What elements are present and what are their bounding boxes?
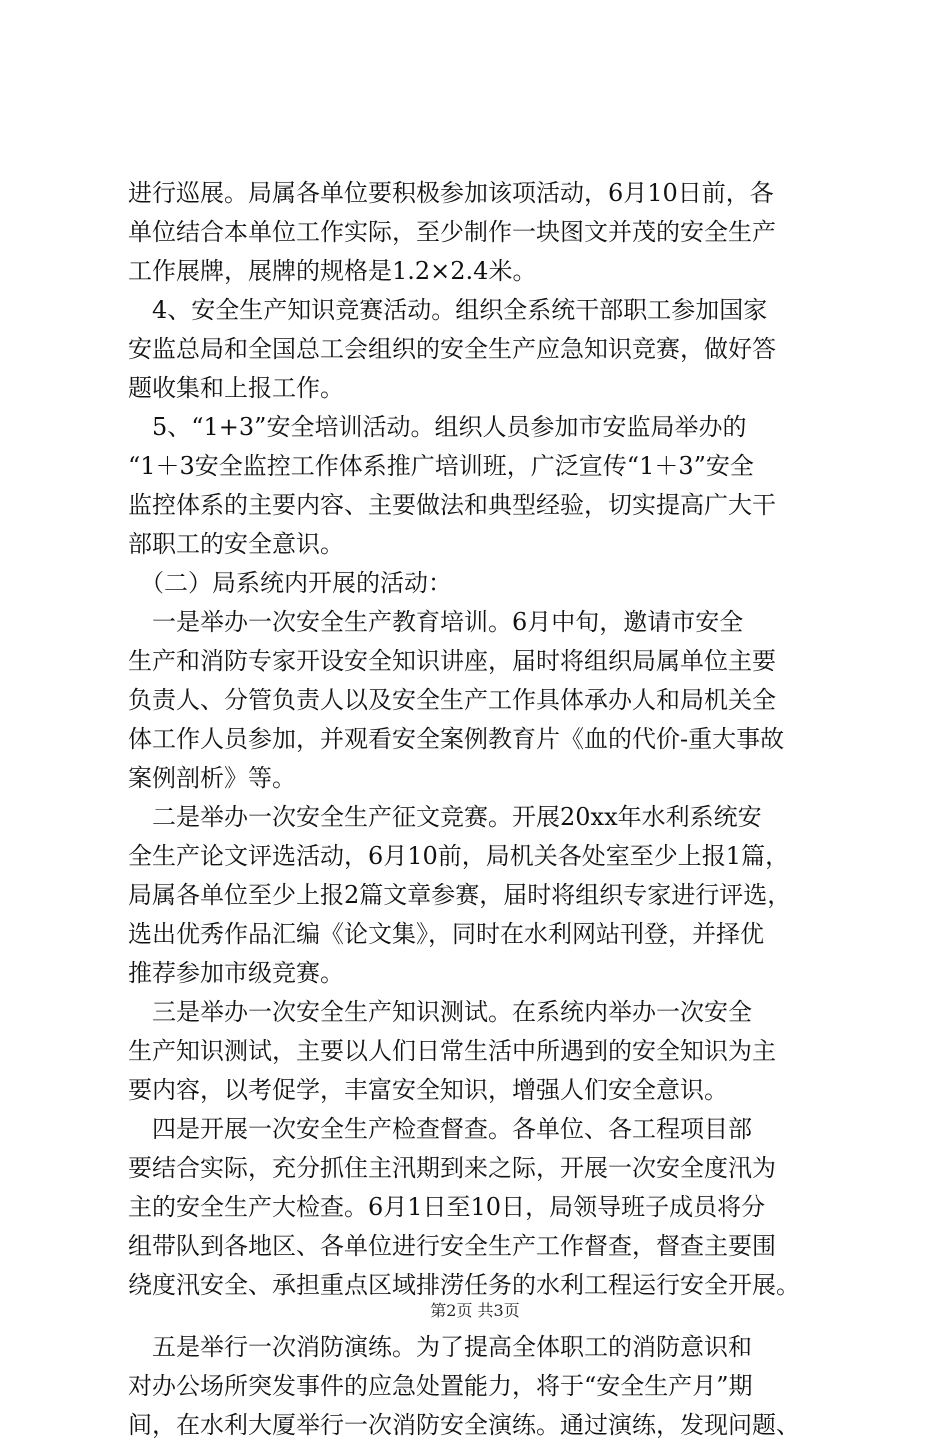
text-line: 4、安全生产知识竞赛活动。组织全系统干部职工参加国家 (128, 296, 768, 324)
text-line: 绕度汛安全、承担重点区域排涝任务的水利工程运行安全开展。 (128, 1271, 800, 1299)
text-line: 推荐参加市级竞赛。 (128, 959, 344, 987)
text-line: 案例剖析》等。 (128, 764, 296, 792)
text-line: 工作展牌，展牌的规格是1.2×2.4米。 (128, 257, 537, 285)
page-footer: 第2页 共3页 (430, 1301, 520, 1320)
text-line: 题收集和上报工作。 (128, 374, 344, 402)
text-line: 五是举行一次消防演练。为了提高全体职工的消防意识和 (128, 1333, 752, 1361)
text-line: 体工作人员参加，并观看安全案例教育片《血的代价-重大事故 (128, 725, 785, 753)
text-line: 局属各单位至少上报2篇文章参赛，届时将组织专家进行评选， (128, 881, 792, 909)
text-line: 单位结合本单位工作实际，至少制作一块图文并茂的安全生产 (128, 218, 776, 246)
section-heading: （二）局系统内开展的活动： (128, 569, 452, 597)
text-line: 部职工的安全意识。 (128, 530, 344, 558)
text-line: 全生产论文评选活动，6月10前，局机关各处室至少上报1篇， (128, 842, 790, 870)
text-line: 选出优秀作品汇编《论文集》，同时在水利网站刊登，并择优 (128, 920, 764, 948)
document-body (128, 174, 828, 1445)
text-line: 5、“1+3”安全培训活动。组织人员参加市安监局举办的 (128, 413, 747, 441)
text-line: 负责人、分管负责人以及安全生产工作具体承办人和局机关全 (128, 686, 776, 714)
text-line: 组带队到各地区、各单位进行安全生产工作督查，督查主要围 (128, 1232, 776, 1260)
text-line: “1＋3安全监控工作体系推广培训班，广泛宣传“1＋3”安全 (128, 452, 754, 480)
text-line: 生产知识测试，主要以人们日常生活中所遇到的安全知识为主 (128, 1037, 776, 1065)
text-line: 三是举办一次安全生产知识测试。在系统内举办一次安全 (128, 998, 752, 1026)
text-line: 安监总局和全国总工会组织的安全生产应急知识竞赛，做好答 (128, 335, 776, 363)
text-line: 要结合实际，充分抓住主汛期到来之际，开展一次安全度汛为 (128, 1154, 776, 1182)
text-line: 生产和消防专家开设安全知识讲座，届时将组织局属单位主要 (128, 647, 776, 675)
text-line: 对办公场所突发事件的应急处置能力，将于“安全生产月”期 (128, 1372, 753, 1400)
text-line: 主的安全生产大检查。6月1日至10日，局领导班子成员将分 (128, 1193, 766, 1221)
text-line: 一是举办一次安全生产教育培训。6月中旬，邀请市安全 (128, 608, 744, 636)
text-line: 进行巡展。局属各单位要积极参加该项活动，6月10日前，各 (128, 179, 774, 207)
text-line: 监控体系的主要内容、主要做法和典型经验，切实提高广大干 (128, 491, 776, 519)
text-line: 要内容，以考促学，丰富安全知识，增强人们安全意识。 (128, 1076, 728, 1104)
text-line: 四是开展一次安全生产检查督查。各单位、各工程项目部 (128, 1115, 752, 1143)
text-line: 间，在水利大厦举行一次消防安全演练。通过演练，发现问题、 (128, 1411, 800, 1439)
text-line: 二是举办一次安全生产征文竞赛。开展20xx年水利系统安 (128, 803, 762, 831)
